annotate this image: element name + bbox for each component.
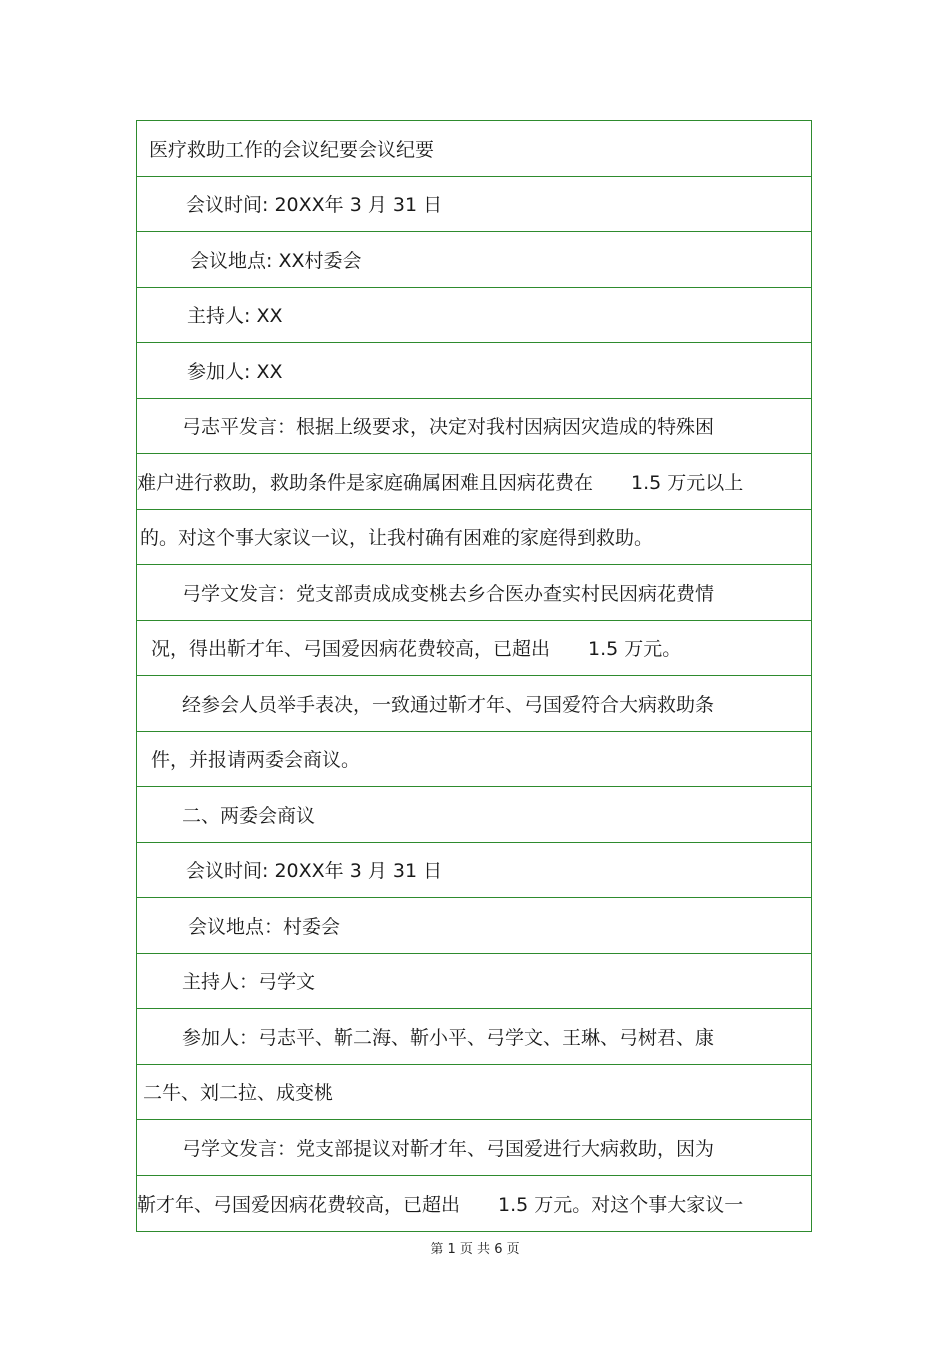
paragraph-line: 件，并报请两委会商议。: [151, 749, 361, 772]
table-row: [137, 565, 811, 621]
table-row: [137, 399, 811, 455]
section-heading: 二、两委会商议: [182, 804, 316, 827]
page-footer: 第 1 页 共 6 页: [430, 1242, 520, 1257]
table-row: [137, 288, 811, 344]
paragraph-line: 经参会人员举手表决，一致通过靳才年、弓国爱符合大病救助条: [182, 693, 715, 716]
table-row: [137, 843, 811, 899]
meeting-place: 会议地点：村委会: [188, 915, 341, 938]
paragraph-line: 的。对这个事大家议一议，让我村确有困难的家庭得到救助。: [140, 527, 654, 550]
attendees: 参加人：弓志平、靳二海、靳小平、弓学文、王琳、弓树君、康: [182, 1026, 715, 1049]
table-row: [137, 621, 811, 677]
table-row: [137, 787, 811, 843]
table-row: [137, 732, 811, 788]
meeting-time: 会议时间: 20XX年 3 月 31 日: [186, 860, 443, 883]
paragraph-line: 难户进行救助，救助条件是家庭确属困难且因病花费在 1.5 万元以上: [137, 471, 744, 494]
paragraph-line: 况，得出靳才年、弓国爱因病花费较高，已超出 1.5 万元。: [151, 638, 682, 661]
paragraph-line: 弓志平发言：根据上级要求，决定对我村因病因灾造成的特殊困: [182, 416, 715, 439]
table-row: [137, 1009, 811, 1065]
paragraph-line: 弓学文发言：党支部提议对靳才年、弓国爱进行大病救助，因为: [182, 1137, 715, 1160]
host: 主持人: XX: [187, 305, 283, 328]
host: 主持人：弓学文: [182, 971, 316, 994]
table-row: [137, 954, 811, 1010]
paragraph-line: 靳才年、弓国爱因病花费较高，已超出 1.5 万元。对这个事大家议一: [137, 1193, 744, 1216]
table-row: [137, 454, 811, 510]
attendees: 参加人: XX: [187, 360, 283, 383]
title-row: [137, 121, 811, 177]
table-row: [137, 676, 811, 732]
table-row: [137, 1120, 811, 1176]
document-table: [136, 120, 812, 1232]
table-row: [137, 1176, 811, 1232]
meeting-time: 会议时间: 20XX年 3 月 31 日: [186, 194, 443, 217]
table-row: [137, 898, 811, 954]
meeting-place: 会议地点: XX村委会: [190, 249, 362, 272]
paragraph-line: 二牛、刘二拉、成变桃: [143, 1082, 334, 1105]
doc-title: 医疗救助工作的会议纪要会议纪要: [149, 138, 435, 161]
table-row: [137, 232, 811, 288]
table-row: [137, 510, 811, 566]
paragraph-line: 弓学文发言：党支部责成成变桃去乡合医办查实村民因病花费情: [182, 582, 715, 605]
table-row: [137, 343, 811, 399]
table-row: [137, 1065, 811, 1121]
table-row: [137, 177, 811, 233]
